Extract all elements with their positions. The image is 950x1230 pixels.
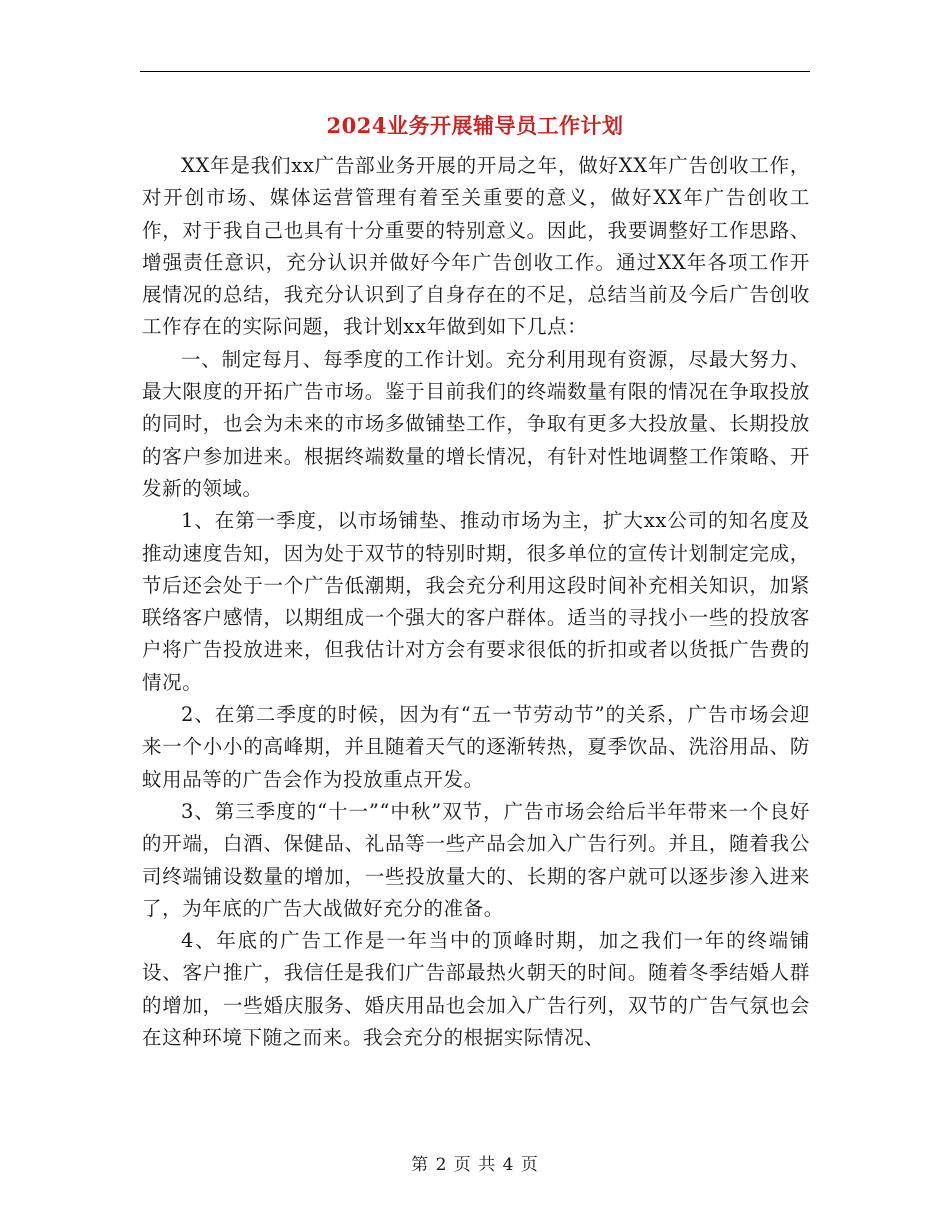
paragraph-intro: XX年是我们xx广告部业务开展的开局之年，做好XX年广告创收工作，对开创市场、媒体运营管理有着至关重要的意义，做好XX年广告创收工作，对于我自己也具有十分重要的特别意义。因此，我要调整好工作思路、增强责任意识，充分认识并做好今年广告创收工作。通过XX年各项工作开展情况的总结，我充分认识到了自身存在的不足，总结当前及今后广告创收工作存在的实际问题，我计划xx年做到如下几点： <box>142 154 810 339</box>
page-number-footer: 第 2 页 共 4 页 <box>411 1155 539 1175</box>
paragraph-q1: 1、在第一季度，以市场铺垫、推动市场为主，扩大xx公司的知名度及推动速度告知，因为处于双节的特别时期，很多单位的宣传计划制定完成，节后还会处于一个广告低潮期，我会充分利用这段时间补充相关知识，加紧联络客户感情，以期组成一个强大的客户群体。适当的寻找小一些的投放客户将广告投放进来，但我估计对方会有要求很低的折扣或者以货抵广告费的情况。 <box>142 509 810 694</box>
document-title: 2024业务开展辅导员工作计划 <box>326 113 624 138</box>
paragraph-q2: 2、在第二季度的时候，因为有“五一节劳动节”的关系，广告市场会迎来一个小小的高峰期，并且随着天气的逐渐转热，夏季饮品、洗浴用品、防蚊用品等的广告会作为投放重点开发。 <box>142 703 810 791</box>
document-body <box>142 150 810 1054</box>
paragraph-q3: 3、第三季度的“十一”“中秋”双节，广告市场会给后半年带来一个良好的开端，白酒、保健品、礼品等一些产品会加入广告行列。并且，随着我公司终端铺设数量的增加，一些投放量大的、长期的客户就可以逐步渗入进来了，为年底的广告大战做好充分的准备。 <box>142 799 810 920</box>
paragraph-q4: 4、年底的广告工作是一年当中的顶峰时期，加之我们一年的终端铺设、客户推广，我信任是我们广告部最热火朝天的时间。随着冬季结婚人群的增加，一些婚庆服务、婚庆用品也会加入广告行列，双节的广告气氛也会在这种环境下随之而来。我会充分的根据实际情况、 <box>142 929 810 1050</box>
header-rule <box>140 71 810 72</box>
paragraph-section-1: 一、制定每月、每季度的工作计划。充分利用现有资源，尽最大努力、最大限度的开拓广告市场。鉴于目前我们的终端数量有限的情况在争取投放的同时，也会为未来的市场多做铺垫工作，争取有更多大投放量、长期投放的客户参加进来。根据终端数量的增长情况，有针对性地调整工作策略、开发新的领域。 <box>142 347 810 500</box>
